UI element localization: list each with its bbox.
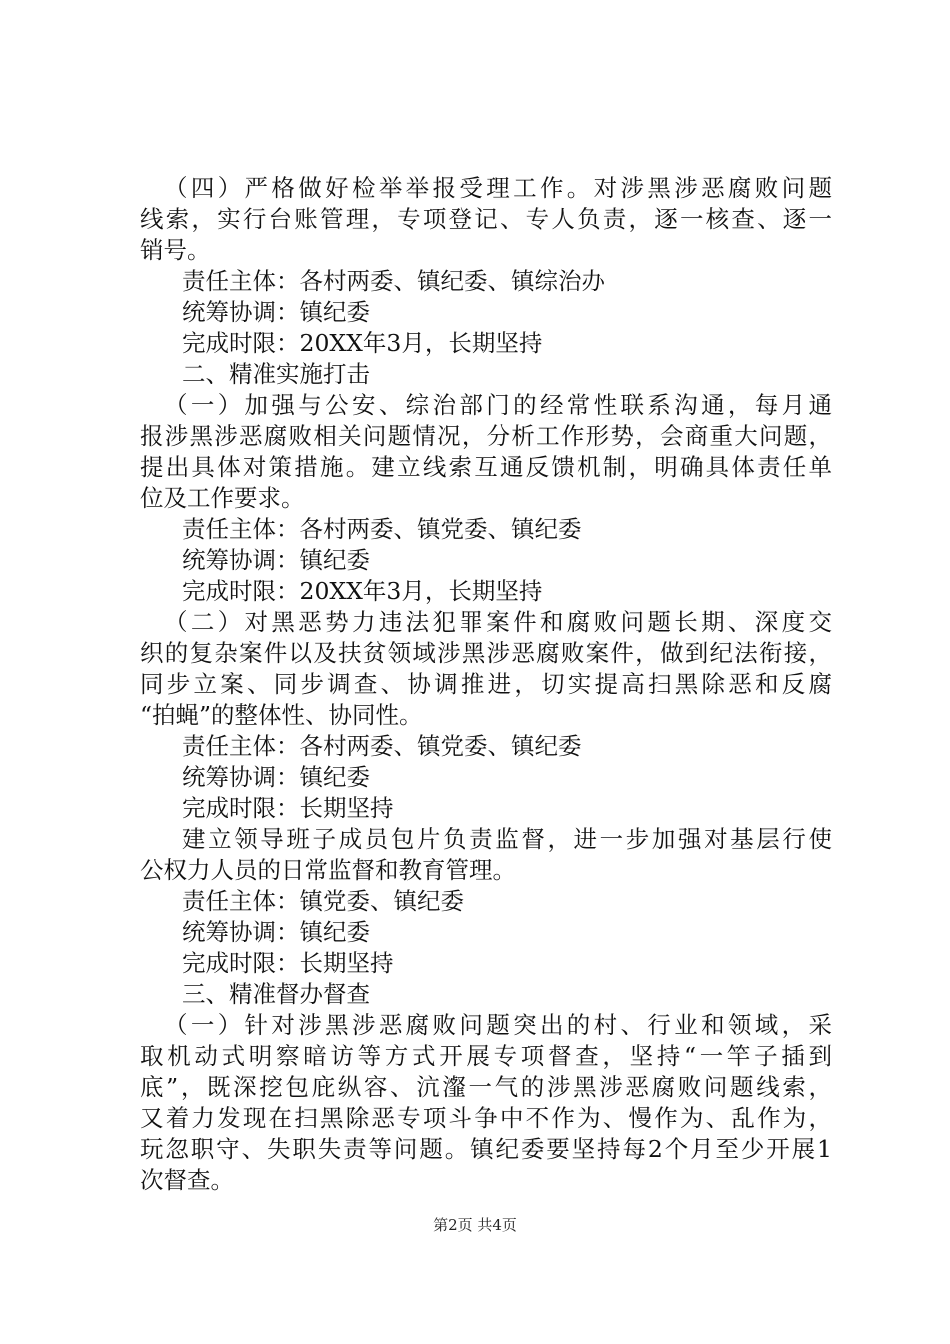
deadline-1: 完成时限：20XX年3月，长期坚持 [182, 329, 543, 357]
paragraph-2-1-line-1: （一）加强与公安、综治部门的经常性联系沟通，每月通 [164, 391, 832, 419]
responsible-subject-2: 责任主体：各村两委、镇党委、镇纪委 [182, 515, 582, 543]
paragraph-2-1-line-3: 提出具体对策措施。建立线索互通反馈机制，明确具体责任单 [140, 453, 832, 481]
paragraph-leadership-line-2: 公权力人员的日常监督和教育管理。 [140, 856, 516, 884]
deadline-3: 完成时限：长期坚持 [182, 794, 394, 822]
paragraph-3-1-line-5: 玩忽职守、失职失责等问题。镇纪委要坚持每2个月至少开展1 [140, 1135, 832, 1163]
paragraph-leadership-line-1: 建立领导班子成员包片负责监督，进一步加强对基层行使 [182, 825, 832, 853]
paragraph-3-1-line-1: （一）针对涉黑涉恶腐败问题突出的村、行业和领域，采 [164, 1011, 832, 1039]
paragraph-4-line-3: 销号。 [140, 236, 211, 264]
deadline-4: 完成时限：长期坚持 [182, 949, 394, 977]
page-number-footer: 第2页 共4页 [433, 1216, 517, 1234]
paragraph-3-1-line-3: 底”，既深挖包庇纵容、沆瀣一气的涉黑涉恶腐败问题线索， [140, 1073, 832, 1101]
paragraph-2-2-line-3: 同步立案、同步调查、协调推进，切实提高扫黑除恶和反腐 [140, 670, 832, 698]
document-body [140, 173, 832, 1196]
coordination-3: 统筹协调：镇纪委 [182, 763, 370, 791]
paragraph-2-2-line-1: （二）对黑恶势力违法犯罪案件和腐败问题长期、深度交 [164, 608, 832, 636]
responsible-subject-1: 责任主体：各村两委、镇纪委、镇综治办 [182, 267, 605, 295]
paragraph-3-1-line-4: 又着力发现在扫黑除恶专项斗争中不作为、慢作为、乱作为， [140, 1104, 832, 1132]
coordination-4: 统筹协调：镇纪委 [182, 918, 370, 946]
deadline-2: 完成时限：20XX年3月，长期坚持 [182, 577, 543, 605]
paragraph-2-1-line-4: 位及工作要求。 [140, 484, 305, 512]
paragraph-2-2-line-2: 织的复杂案件以及扶贫领域涉黑涉恶腐败案件，做到纪法衔接， [140, 639, 832, 667]
coordination-2: 统筹协调：镇纪委 [182, 546, 370, 574]
paragraph-3-1-line-2: 取机动式明察暗访等方式开展专项督查，坚持“一竿子插到 [140, 1042, 832, 1070]
coordination-1: 统筹协调：镇纪委 [182, 298, 370, 326]
section-heading-3: 三、精准督办督查 [182, 980, 370, 1008]
responsible-subject-4: 责任主体：镇党委、镇纪委 [182, 887, 464, 915]
responsible-subject-3: 责任主体：各村两委、镇党委、镇纪委 [182, 732, 582, 760]
section-heading-2: 二、精准实施打击 [182, 360, 370, 388]
paragraph-2-2-line-4: “拍蝇”的整体性、协同性。 [140, 701, 423, 729]
paragraph-3-1-line-6: 次督查。 [140, 1166, 234, 1194]
paragraph-2-1-line-2: 报涉黑涉恶腐败相关问题情况，分析工作形势，会商重大问题， [140, 422, 832, 450]
paragraph-4-line-2: 线索，实行台账管理，专项登记、专人负责，逐一核查、逐一 [140, 205, 832, 233]
paragraph-4-line-1: （四）严格做好检举举报受理工作。对涉黑涉恶腐败问题 [164, 174, 832, 202]
